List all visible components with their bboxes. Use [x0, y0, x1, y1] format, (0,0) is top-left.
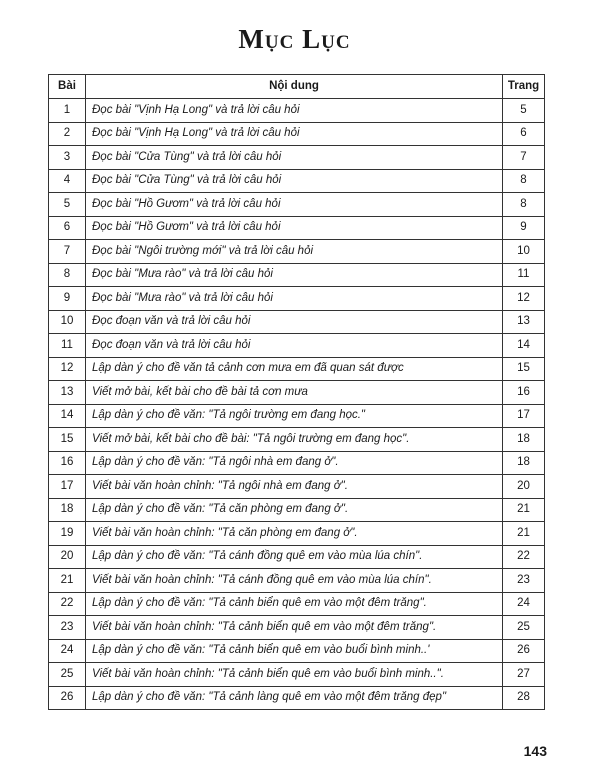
lesson-cell: 11 — [49, 334, 86, 358]
lesson-cell: 24 — [49, 639, 86, 663]
content-cell: Lập dàn ý cho đề văn: "Tả căn phòng em đang ở". — [86, 498, 503, 522]
page-cell: 13 — [503, 310, 545, 334]
table-row — [49, 263, 545, 287]
lesson-cell: 1 — [49, 99, 86, 123]
content-cell: Lập dàn ý cho đề văn: "Tả cảnh biển quê em vào một đêm trăng". — [86, 592, 503, 616]
content-cell: Lập dàn ý cho đề văn tả cảnh cơn mưa em đã quan sát được — [86, 357, 503, 381]
content-cell: Lập dàn ý cho đề văn: "Tả cảnh biển quê em vào buổi bình minh..' — [86, 639, 503, 663]
lesson-cell: 2 — [49, 122, 86, 146]
table-row — [49, 451, 545, 475]
page-cell: 18 — [503, 428, 545, 452]
table-row — [49, 169, 545, 193]
page-cell: 27 — [503, 663, 545, 687]
content-cell: Đọc bài "Vịnh Hạ Long" và trả lời câu hỏi — [86, 99, 503, 123]
content-cell: Đọc bài "Cửa Tùng" và trả lời câu hỏi — [86, 146, 503, 170]
page-cell: 11 — [503, 263, 545, 287]
lesson-cell: 9 — [49, 287, 86, 311]
page-cell: 21 — [503, 522, 545, 546]
table-row — [49, 381, 545, 405]
content-cell: Đọc đoạn văn và trả lời câu hỏi — [86, 334, 503, 358]
table-row — [49, 616, 545, 640]
lesson-cell: 6 — [49, 216, 86, 240]
page-cell: 22 — [503, 545, 545, 569]
table-row — [49, 592, 545, 616]
page-cell: 26 — [503, 639, 545, 663]
table-row — [49, 216, 545, 240]
lesson-cell: 5 — [49, 193, 86, 217]
table-row — [49, 99, 545, 123]
lesson-cell: 15 — [49, 428, 86, 452]
page-cell: 14 — [503, 334, 545, 358]
lesson-cell: 20 — [49, 545, 86, 569]
page-cell: 23 — [503, 569, 545, 593]
table-row — [49, 122, 545, 146]
page-number: 143 — [523, 743, 547, 759]
lesson-cell: 16 — [49, 451, 86, 475]
lesson-cell: 25 — [49, 663, 86, 687]
table-row — [49, 193, 545, 217]
page-cell: 7 — [503, 146, 545, 170]
table-row — [49, 639, 545, 663]
lesson-cell: 21 — [49, 569, 86, 593]
table-row — [49, 287, 545, 311]
page-cell: 6 — [503, 122, 545, 146]
content-cell: Đọc bài "Hồ Gươm" và trả lời câu hỏi — [86, 216, 503, 240]
content-cell: Lập dàn ý cho đề văn: "Tả cảnh làng quê em vào một đêm trăng đẹp" — [86, 686, 503, 710]
table-row — [49, 310, 545, 334]
content-cell: Đọc bài "Ngôi trường mới" và trả lời câu hỏi — [86, 240, 503, 264]
page-cell: 18 — [503, 451, 545, 475]
table-of-contents — [48, 74, 545, 710]
table-row — [49, 522, 545, 546]
table-row — [49, 569, 545, 593]
table-row — [49, 334, 545, 358]
page-cell: 15 — [503, 357, 545, 381]
content-cell: Viết bài văn hoàn chỉnh: "Tả ngôi nhà em đang ở". — [86, 475, 503, 499]
table-row — [49, 357, 545, 381]
table-row — [49, 686, 545, 710]
content-cell: Viết bài văn hoàn chỉnh: "Tả cánh đồng quê em vào mùa lúa chín". — [86, 569, 503, 593]
content-cell: Viết mở bài, kết bài cho đề bài tả cơn mưa — [86, 381, 503, 405]
lesson-cell: 26 — [49, 686, 86, 710]
content-cell: Lập dàn ý cho đề văn: "Tả cánh đồng quê em vào mùa lúa chín". — [86, 545, 503, 569]
content-cell: Viết mở bài, kết bài cho đề bài: "Tả ngôi trường em đang học". — [86, 428, 503, 452]
lesson-cell: 3 — [49, 146, 86, 170]
header-content: Nội dung — [86, 75, 503, 99]
content-cell: Đọc bài "Vịnh Hạ Long" và trả lời câu hỏi — [86, 122, 503, 146]
page-cell: 8 — [503, 169, 545, 193]
header-lesson: Bài — [49, 75, 86, 99]
page-cell: 8 — [503, 193, 545, 217]
page-cell: 21 — [503, 498, 545, 522]
table-body — [49, 99, 545, 710]
content-cell: Đọc đoạn văn và trả lời câu hỏi — [86, 310, 503, 334]
page-cell: 24 — [503, 592, 545, 616]
content-cell: Đọc bài "Mưa rào" và trả lời câu hỏi — [86, 287, 503, 311]
page-cell: 17 — [503, 404, 545, 428]
table-row — [49, 428, 545, 452]
page-title: Mục Lục — [238, 24, 351, 54]
lesson-cell: 4 — [49, 169, 86, 193]
page-cell: 9 — [503, 216, 545, 240]
content-cell: Lập dàn ý cho đề văn: "Tả ngôi nhà em đang ở". — [86, 451, 503, 475]
lesson-cell: 7 — [49, 240, 86, 264]
lesson-cell: 23 — [49, 616, 86, 640]
content-cell: Viết bài văn hoàn chỉnh: "Tả cảnh biển quê em vào buổi bình minh..". — [86, 663, 503, 687]
content-cell: Lập dàn ý cho đề văn: "Tả ngôi trường em đang học." — [86, 404, 503, 428]
page-cell: 10 — [503, 240, 545, 264]
table-row — [49, 146, 545, 170]
lesson-cell: 8 — [49, 263, 86, 287]
content-cell: Viết bài văn hoàn chỉnh: "Tả cảnh biển quê em vào một đêm trăng". — [86, 616, 503, 640]
page-cell: 25 — [503, 616, 545, 640]
lesson-cell: 18 — [49, 498, 86, 522]
lesson-cell: 22 — [49, 592, 86, 616]
content-cell: Đọc bài "Hồ Gươm" và trả lời câu hỏi — [86, 193, 503, 217]
content-cell: Đọc bài "Mưa rào" và trả lời câu hỏi — [86, 263, 503, 287]
lesson-cell: 13 — [49, 381, 86, 405]
lesson-cell: 14 — [49, 404, 86, 428]
lesson-cell: 12 — [49, 357, 86, 381]
page-cell: 12 — [503, 287, 545, 311]
page-cell: 16 — [503, 381, 545, 405]
page-cell: 20 — [503, 475, 545, 499]
lesson-cell: 17 — [49, 475, 86, 499]
content-cell: Viết bài văn hoàn chỉnh: "Tả căn phòng em đang ở". — [86, 522, 503, 546]
table-row — [49, 475, 545, 499]
lesson-cell: 19 — [49, 522, 86, 546]
content-cell: Đọc bài "Cửa Tùng" và trả lời câu hỏi — [86, 169, 503, 193]
page-cell: 5 — [503, 99, 545, 123]
table-row — [49, 545, 545, 569]
table-header-row — [49, 75, 545, 99]
page-cell: 28 — [503, 686, 545, 710]
header-page: Trang — [503, 75, 545, 99]
table-row — [49, 240, 545, 264]
table-row — [49, 663, 545, 687]
table-row — [49, 404, 545, 428]
lesson-cell: 10 — [49, 310, 86, 334]
table-row — [49, 498, 545, 522]
